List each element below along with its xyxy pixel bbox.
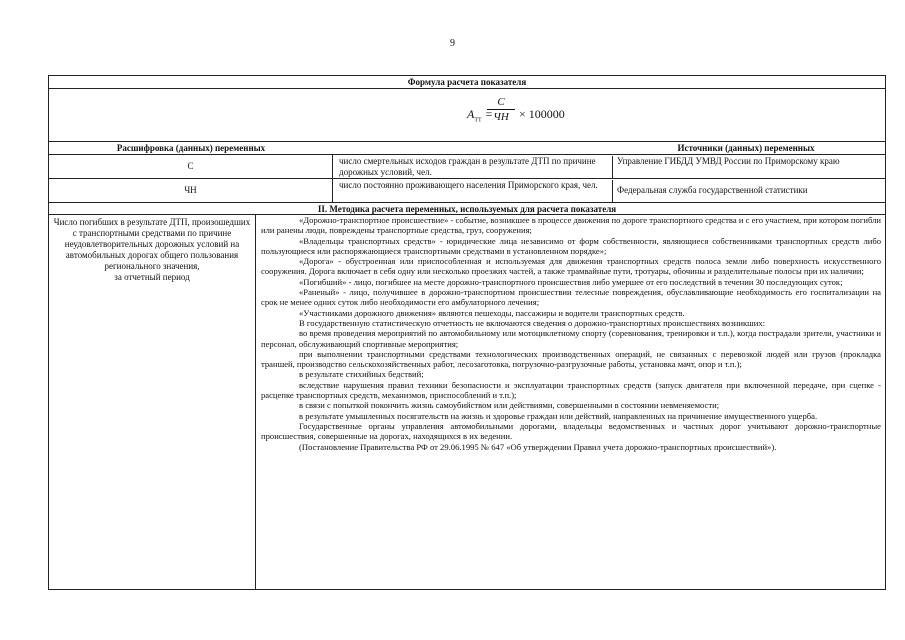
methodology-paragraph: «Владельцы транспортных средств» - юридические лица независимо от форм собственности, являющиеся собственниками транспортных средств либо пользующиеся или распоряжающиеся транспортными средствами в установленном порядке»; (261, 235, 881, 256)
methodology-paragraph: В государственную статистическую отчетность не включаются сведения о дорожно-транспортных происшествиях возникших: (299, 317, 766, 328)
variables-header-left: Расшифровка (данных) переменных (116, 143, 266, 153)
formula-fraction (487, 95, 515, 124)
methodology-text (256, 215, 885, 589)
indicator-period: за отчетный период (114, 272, 190, 282)
methodology-paragraph: «Дорожно-транспортное происшествие» - событие, возникшее в процессе движения по дороге транспортного средства и с его участием, при котором погибли или ранены люди, повреждены транспортные средства, груз, сооружения; (261, 215, 881, 236)
variable-row (49, 179, 885, 203)
methodology-paragraph: вследствие нарушения правил техники безопасности и эксплуатации транспортных средств (запуск двигателя при включенной передаче, при сцепке - расцепке транспортных средств, механизмов, приспособлений и т.п.); (261, 379, 881, 401)
formula-multiplier: × 100000 (519, 107, 565, 121)
variable-row (49, 155, 885, 179)
variable-source: Управление ГИБДД УМВД России по Приморскому краю (612, 156, 882, 179)
formula-lhs-subscript: ТТ (474, 117, 482, 124)
formula-title: Формула расчета показателя (49, 76, 885, 89)
page-number: 9 (450, 38, 455, 49)
variables-header (49, 142, 885, 155)
formula-denominator: ЧН (493, 111, 509, 123)
variable-description: число смертельных исходов граждан в результате ДТП по причине дорожных условий, чел. (339, 156, 596, 177)
methodology-paragraph: в связи с попыткой покончить жизнь самоубийством или действиями, совершенными в состоянии невменяемости; (299, 400, 720, 411)
variable-symbol: С (49, 155, 333, 178)
variable-source: Федеральная служба государственной статистики (612, 180, 882, 203)
variable-symbol: ЧН (49, 179, 333, 202)
methodology-paragraph: в результате стихийных бедствий; (299, 369, 424, 380)
methodology-paragraph: «Погибший» - лицо, погибшее на месте дорожно-транспортного происшествия либо умершее от его последствий в течении 30 последующих суток; (299, 276, 843, 287)
methodology-paragraph: «Участниками дорожного движения» являются пешеходы, пассажиры и водители транспортных средств. (299, 307, 685, 318)
variables-header-right: Источники (данных) переменных (677, 143, 815, 153)
variable-description: число постоянно проживающего населения Приморского края, чел. (339, 180, 598, 190)
indicator-table (48, 75, 886, 590)
methodology-paragraph: «Раненый» - лицо, получившее в дорожно-транспортном происшествии телесные повреждения, обуславливающие необходимость его госпитализации на срок не менее одних суток либо необходимости его амбулаторного лечения; (261, 287, 881, 308)
formula-lhs-symbol: A (467, 107, 475, 121)
methodology-paragraph: «Дорога» - обустроенная или приспособленная и используемая для движения транспортных средств полоса земли либо поверхность искусственного сооружения. Дорога включает в себя одну или несколько проезжих частей, а также трамвайные пути, тротуары, обочины и разделительные полосы при их наличии; (261, 256, 881, 277)
section-title: II. Методика расчета переменных, используемых для расчета показателя (49, 203, 885, 215)
formula-numerator: C (487, 95, 515, 110)
methodology-paragraph: Государственные органы управления автомобильными дорогами, владельцы ведомственных и частных дорог учитывают дорожно-транспортные происшествия, совершенные на дорогах, находящихся в их ведении. (261, 420, 881, 442)
methodology-paragraph: при выполнении транспортными средствами технологических производственных операций, не связанных с перевозкой людей или грузов (прокладка траншей, производство сельскохозяйственных работ, лесозаготовка, погрузочно-разгрузочные работы, установка мачт, опор и т.п.); (261, 348, 881, 370)
indicator-name: Число погибших в результате ДТП, произошедших с транспортными средствами по причине неудовлетворительных дорожных условий на автомобильных дорогах общего пользования регионального значения, (53, 217, 251, 271)
indicator-cell (49, 215, 256, 589)
methodology-paragraph: во время проведения мероприятий по автомобильному или мотоциклетному спорту (соревнования, тренировки и т.п.), когда пострадали зрители, участники и персонал, обслуживающий спортивные мероприятия; (261, 328, 881, 349)
formula-lhs: $A_{ТТ}$ = (467, 107, 493, 124)
methodology-paragraph: в результате умышленных посягательств на жизнь и здоровье граждан или действий, направленных на причинение имущественного ущерба. (299, 410, 818, 421)
formula (467, 93, 627, 133)
formula-box (49, 89, 885, 142)
methodology-paragraph: (Постановление Правительства РФ от 29.06.1995 № 647 «Об утверждении Правил учета дорожно-транспортных происшествий»). (299, 441, 777, 452)
